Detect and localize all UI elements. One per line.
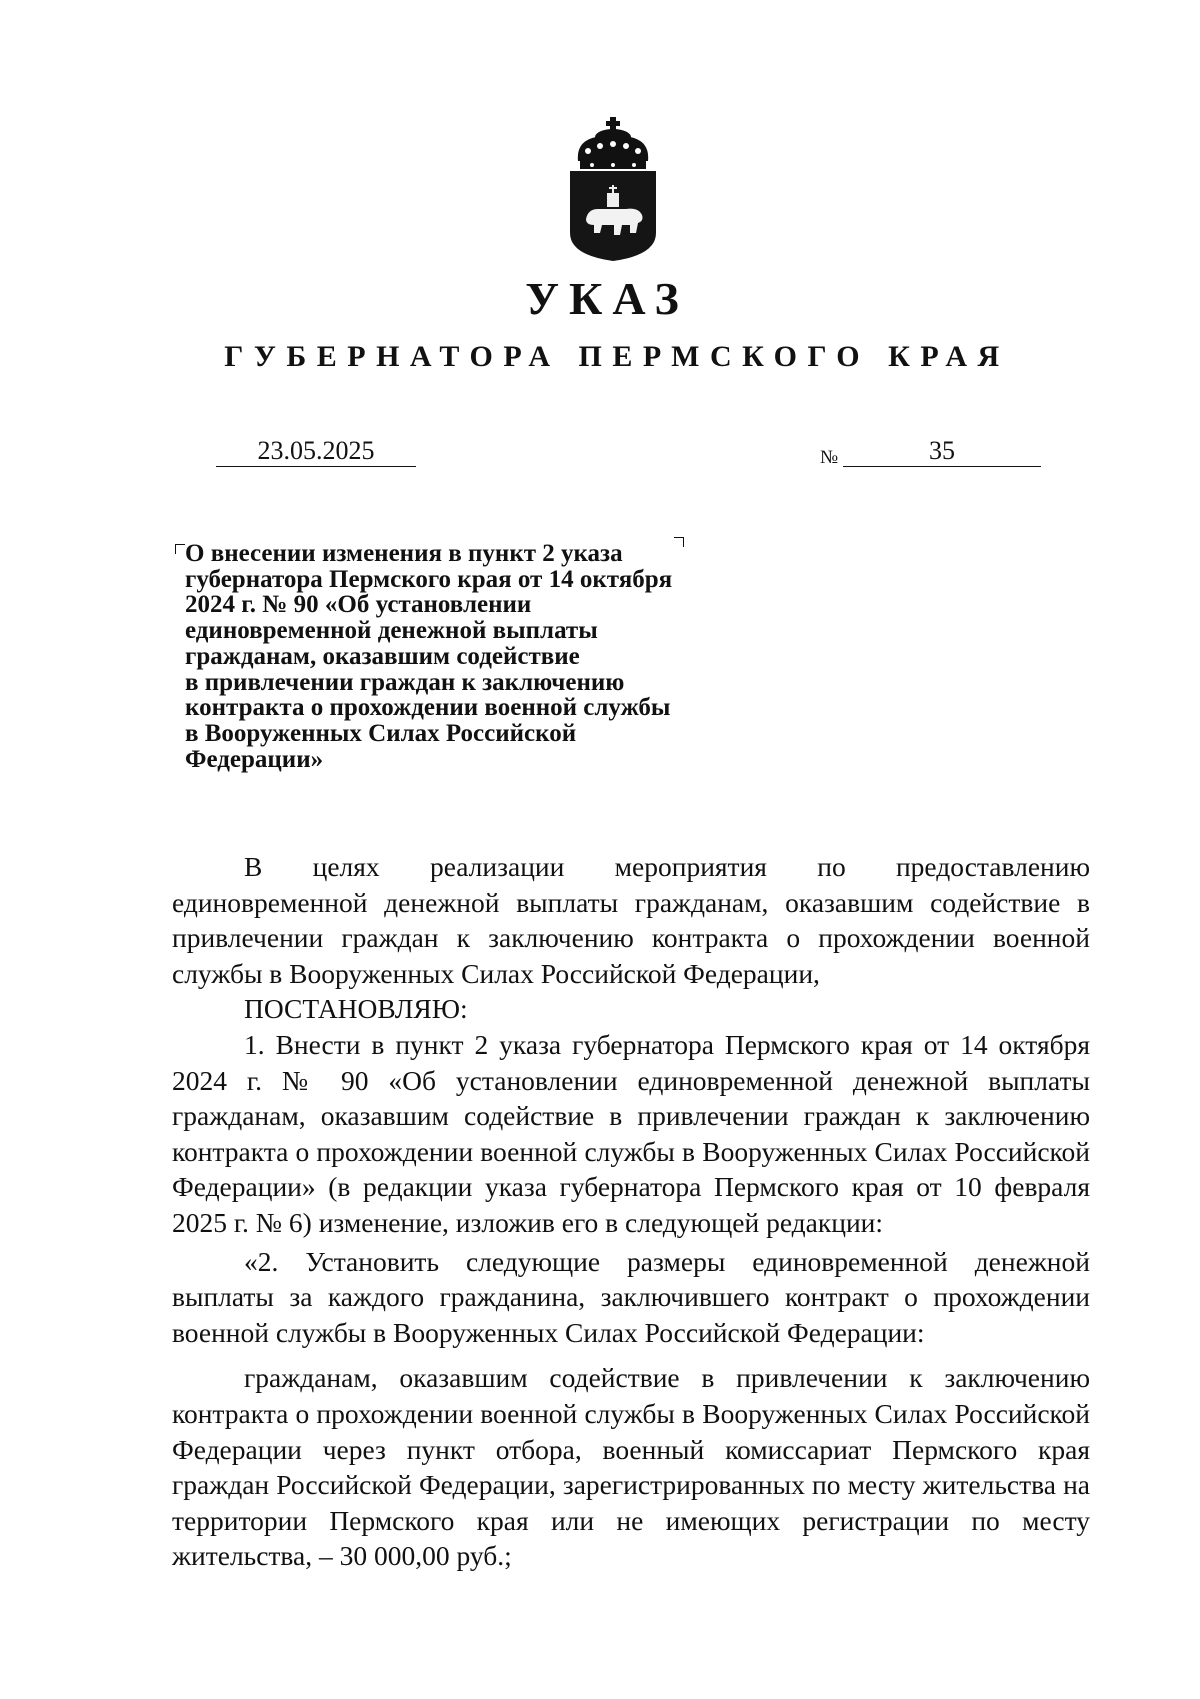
decree-body [172,849,1090,1574]
crown-icon [578,117,648,169]
coat-of-arms-emblem [566,115,660,263]
item-3-paragraph: гражданам, оказавшим содействие в привлечении к заключению контракта о прохождении военной службы в Вооруженных Силах Российской Федерации через пункт отбора, военный комиссариат Пермского края граждан Российской Федерации, зарегистрированных по месту жительства на территории Пермского края или не имеющих регистрации по месту жительства, – 30 000,00 руб.; [172,1362,1090,1572]
heading-line: губернатора Пермского края от 14 октября [185,565,673,593]
decree-heading [185,541,745,772]
preamble-first-line: В целях реализации мероприятия по предоставлению [244,851,1090,882]
bear-icon [586,209,643,235]
heading-bracket-left [175,544,185,554]
heading-line: в привлечении граждан к заключению [185,668,625,696]
preamble-rest: единовременной денежной выплаты гражданам, оказавшим содействие в привлечении граждан к заключению контракта о прохождении военной службы в Вооруженных Силах Российской Федерации, [172,886,1090,989]
decree-title: УКАЗ [525,273,689,324]
heading-line: О внесении изменения в пункт 2 указа [185,540,623,567]
decree-date: 23.05.2025 [216,436,416,467]
decree-issuer: ГУБЕРНАТОРА ПЕРМСКОГО КРАЯ [224,340,1010,373]
preamble-paragraph [172,849,1090,991]
heading-line: Федерации» [185,745,324,773]
item-1-paragraph: 1. Внести в пункт 2 указа губернатора Пермского края от 14 октября 2024 г. № 90 «Об установлении единовременной денежной выплаты гражданам, оказавшим содействие в привлечении граждан к заключению контракта о прохождении военной службы в Вооруженных Силах Российской Федерации» (в редакции указа губернатора Пермского края от 10 февраля 2025 г. № 6) изменение, изложив его в следующей редакции: [172,1028,1090,1238]
heading-line: единовременной денежной выплаты [185,617,598,645]
heading-line: в Вооруженных Силах Российской [185,719,577,747]
decree-number: 35 [843,436,1041,467]
resolve-paragraph: ПОСТАНОВЛЯЮ: [244,993,468,1025]
number-sign: № [820,447,839,468]
heading-line: 2024 г. № 90 «Об установлении [185,591,532,619]
item-2-paragraph: «2. Установить следующие размеры единовременной денежной выплаты за каждого гражданина, заключившего контракт о прохождении военной службы в Вооруженных Силах Российской Федерации: [172,1245,1090,1348]
heading-line: контракта о прохождении военной службы [185,694,671,722]
heading-line: гражданам, оказавшим содействие [185,642,580,670]
